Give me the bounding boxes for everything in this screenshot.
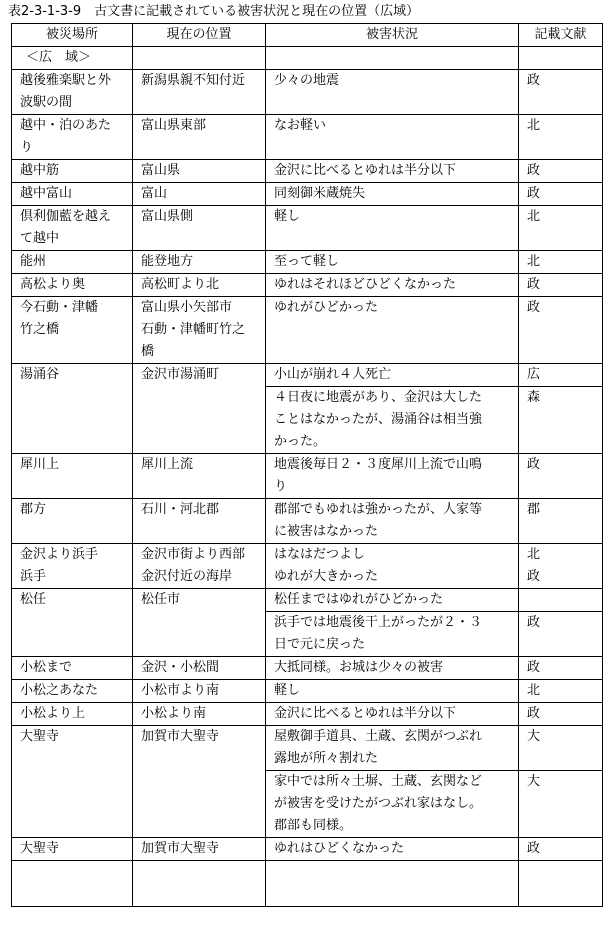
damage-cell-line: 郡部でもゆれは強かったが、人家等 (274, 502, 483, 517)
place-cell (12, 274, 133, 297)
source-cell-line: 大 (527, 774, 541, 789)
place-cell-line: 小松より上 (20, 706, 86, 721)
place-cell (12, 206, 133, 251)
place-cell (12, 680, 133, 703)
table-row (12, 297, 603, 364)
location-cell-line: 犀川上流 (141, 457, 194, 472)
damage-cell (266, 771, 519, 838)
place-cell-line: 犀川上 (20, 457, 60, 472)
header-row (12, 24, 603, 47)
location-cell-line: 小松市より南 (141, 683, 220, 698)
damage-table (11, 23, 603, 907)
damage-cell-line: なお軽い (274, 118, 327, 133)
source-cell (519, 183, 603, 206)
place-cell (12, 183, 133, 206)
place-cell (12, 499, 133, 544)
damage-cell (266, 454, 519, 499)
empty-cell (133, 861, 266, 907)
place-cell-line: 高松より奥 (20, 277, 86, 292)
damage-cell-line: はなはだつよし (274, 547, 366, 562)
table-row (12, 726, 603, 771)
source-cell (519, 544, 603, 589)
source-cell (519, 70, 603, 115)
location-cell (133, 160, 266, 183)
source-cell (519, 297, 603, 364)
place-cell (12, 251, 133, 274)
source-cell-line: 北 (527, 683, 541, 698)
location-cell-line: 富山県小矢部市 (141, 300, 233, 315)
section-row (12, 47, 603, 70)
place-cell-line: 越中筋 (20, 163, 60, 178)
header-source: 記載文献 (519, 24, 603, 47)
source-cell-line: 北 (527, 254, 541, 269)
location-cell (133, 251, 266, 274)
table-row (12, 589, 603, 612)
damage-cell (266, 657, 519, 680)
source-cell-line: 北 (527, 547, 541, 562)
location-cell (133, 454, 266, 499)
location-cell (133, 838, 266, 861)
damage-cell-line: ゆれがひどかった (274, 300, 379, 315)
source-cell-line: 郡 (527, 502, 541, 517)
location-cell-line: 小松より南 (141, 706, 207, 721)
damage-cell-line: 同刻御米蔵焼失 (274, 186, 366, 201)
section-empty-cell (519, 47, 603, 70)
damage-cell-line: 軽し (274, 209, 301, 224)
damage-cell (266, 160, 519, 183)
source-cell-line: 政 (527, 660, 541, 675)
damage-cell (266, 183, 519, 206)
damage-cell-line: かった。 (274, 434, 327, 449)
table-row (12, 703, 603, 726)
source-cell-line: 大 (527, 729, 541, 744)
location-cell (133, 274, 266, 297)
source-cell (519, 499, 603, 544)
source-cell (519, 680, 603, 703)
place-cell-line: 竹之橋 (20, 322, 60, 337)
location-cell (133, 70, 266, 115)
table-body (12, 47, 603, 907)
place-cell-line: 郡方 (20, 502, 47, 517)
damage-cell-line: 家中では所々土塀、土蔵、玄関など (274, 774, 483, 789)
source-cell-line: 政 (527, 73, 541, 88)
table-row (12, 544, 603, 589)
location-cell-line: 能登地方 (141, 254, 194, 269)
place-cell (12, 297, 133, 364)
damage-cell-line: ゆれはひどくなかった (274, 841, 405, 856)
location-cell (133, 544, 266, 589)
damage-cell-line: 軽し (274, 683, 301, 698)
source-cell-line: 政 (527, 706, 541, 721)
location-cell (133, 206, 266, 251)
header-location: 現在の位置 (133, 24, 266, 47)
place-cell (12, 838, 133, 861)
place-cell-line: 大聖寺 (20, 841, 60, 856)
header-damage: 被害状況 (266, 24, 519, 47)
damage-cell-line: 少々の地震 (274, 73, 340, 88)
place-cell-line: 湯涌谷 (20, 367, 60, 382)
location-cell-line: 新潟県親不知付近 (141, 73, 246, 88)
damage-cell-line: 至って軽し (274, 254, 340, 269)
source-cell-line: 北 (527, 209, 541, 224)
source-cell (519, 115, 603, 160)
damage-cell-line: に被害はなかった (274, 524, 379, 539)
section-empty-cell (133, 47, 266, 70)
place-cell (12, 544, 133, 589)
place-cell-line: 小松之あなた (20, 683, 99, 698)
place-cell (12, 454, 133, 499)
source-cell (519, 364, 603, 387)
table-row (12, 70, 603, 115)
damage-cell (266, 274, 519, 297)
place-cell (12, 657, 133, 680)
damage-cell (266, 703, 519, 726)
location-cell-line: 金沢市街より西部 (141, 547, 246, 562)
place-cell-line: 小松まで (20, 660, 73, 675)
source-cell-line: 政 (527, 163, 541, 178)
source-cell-line: 政 (527, 277, 541, 292)
section-label: ＜広 域＞ (12, 47, 133, 70)
source-cell-line: 北 (527, 118, 541, 133)
source-cell (519, 838, 603, 861)
place-cell (12, 726, 133, 838)
damage-cell (266, 544, 519, 589)
source-cell-line: 政 (527, 841, 541, 856)
source-cell (519, 589, 603, 612)
place-cell-line: 倶利伽藍を越え (20, 209, 112, 224)
empty-cell (519, 861, 603, 907)
damage-cell-line: 屋敷御手道具、土蔵、玄関がつぶれ (274, 729, 483, 744)
location-cell-line: 富山県側 (141, 209, 194, 224)
location-cell-line: 金沢付近の海岸 (141, 569, 233, 584)
place-cell (12, 703, 133, 726)
damage-cell-line: 露地が所々割れた (274, 751, 379, 766)
damage-cell (266, 364, 519, 387)
damage-cell-line: ゆれが大きかった (274, 569, 379, 584)
damage-cell (266, 251, 519, 274)
location-cell-line: 富山 (141, 186, 168, 201)
damage-cell-line: が被害を受けたがつぶれ家はなし。 (274, 796, 483, 811)
empty-cell (12, 861, 133, 907)
location-cell-line: 加賀市大聖寺 (141, 841, 220, 856)
location-cell (133, 364, 266, 454)
damage-cell-line: ことはなかったが、湯涌谷は相当強 (274, 412, 483, 427)
damage-cell (266, 70, 519, 115)
empty-cell (266, 861, 519, 907)
source-cell (519, 771, 603, 838)
location-cell (133, 183, 266, 206)
location-cell-line: 松任市 (141, 592, 181, 607)
location-cell (133, 680, 266, 703)
damage-cell (266, 726, 519, 771)
table-row (12, 206, 603, 251)
damage-cell (266, 206, 519, 251)
place-cell-line: 金沢より浜手 (20, 547, 99, 562)
damage-cell (266, 387, 519, 454)
table-row (12, 160, 603, 183)
damage-cell (266, 838, 519, 861)
location-cell-line: 加賀市大聖寺 (141, 729, 220, 744)
place-cell-line: 松任 (20, 592, 47, 607)
source-cell (519, 454, 603, 499)
empty-row (12, 861, 603, 907)
place-cell-line: 今石動・津幡 (20, 300, 99, 315)
source-cell-line: 政 (527, 186, 541, 201)
source-cell (519, 703, 603, 726)
place-cell (12, 115, 133, 160)
table-row (12, 680, 603, 703)
place-cell (12, 364, 133, 454)
location-cell-line: 石動・津幡町竹之 (141, 322, 246, 337)
source-cell (519, 612, 603, 657)
location-cell-line: 橋 (141, 344, 155, 359)
place-cell-line: 大聖寺 (20, 729, 60, 744)
damage-cell (266, 499, 519, 544)
damage-cell-line: 小山が崩れ４人死亡 (274, 367, 392, 382)
table-row (12, 364, 603, 387)
place-cell-line: 越中・泊のあた (20, 118, 112, 133)
location-cell (133, 657, 266, 680)
source-cell-line: 森 (527, 390, 541, 405)
table-caption: 表2-3-1-3-9 古文書に記載されている被害状況と現在の位置（広域） (8, 4, 420, 19)
place-cell-line: り (20, 140, 34, 155)
source-cell-line: 政 (527, 569, 541, 584)
damage-cell-line: 松任まではゆれがひどかった (274, 592, 444, 607)
table-row (12, 499, 603, 544)
source-cell (519, 251, 603, 274)
table-row (12, 183, 603, 206)
table-row (12, 274, 603, 297)
location-cell-line: 富山県 (141, 163, 181, 178)
location-cell-line: 高松町より北 (141, 277, 220, 292)
table-row (12, 838, 603, 861)
source-cell-line: 広 (527, 367, 541, 382)
source-cell (519, 657, 603, 680)
source-cell (519, 206, 603, 251)
location-cell-line: 金沢市湯涌町 (141, 367, 220, 382)
location-cell (133, 589, 266, 657)
table-row (12, 657, 603, 680)
damage-cell (266, 297, 519, 364)
place-cell-line: 越後雅楽駅と外 (20, 73, 112, 88)
place-cell-line: 浜手 (20, 569, 47, 584)
damage-cell-line: 日で元に戻った (274, 637, 366, 652)
location-cell (133, 499, 266, 544)
source-cell (519, 387, 603, 454)
source-cell (519, 726, 603, 771)
damage-cell (266, 115, 519, 160)
table-row (12, 251, 603, 274)
header-place: 被災場所 (12, 24, 133, 47)
source-cell-line: 政 (527, 457, 541, 472)
damage-cell-line: 地震後毎日２・３度犀川上流で山鳴 (274, 457, 483, 472)
location-cell (133, 115, 266, 160)
damage-cell-line: 浜手では地震後干上がったが２・３ (274, 615, 483, 630)
location-cell (133, 726, 266, 838)
damage-cell-line: ゆれはそれほどひどくなかった (274, 277, 457, 292)
table-row (12, 115, 603, 160)
source-cell-line: 政 (527, 300, 541, 315)
damage-cell-line: り (274, 479, 288, 494)
damage-cell-line: 金沢に比べるとゆれは半分以下 (274, 163, 457, 178)
place-cell-line: 波駅の間 (20, 95, 73, 110)
damage-cell-line: 金沢に比べるとゆれは半分以下 (274, 706, 457, 721)
table-row (12, 454, 603, 499)
place-cell-line: 能州 (20, 254, 47, 269)
source-cell (519, 160, 603, 183)
location-cell-line: 石川・河北郡 (141, 502, 220, 517)
place-cell (12, 160, 133, 183)
location-cell-line: 富山県東部 (141, 118, 207, 133)
location-cell (133, 297, 266, 364)
place-cell-line: て越中 (20, 231, 60, 246)
location-cell (133, 703, 266, 726)
damage-cell (266, 589, 519, 612)
location-cell-line: 金沢・小松間 (141, 660, 220, 675)
damage-cell-line: 郡部も同様。 (274, 818, 353, 833)
source-cell-line: 政 (527, 615, 541, 630)
place-cell-line: 越中富山 (20, 186, 73, 201)
place-cell (12, 70, 133, 115)
place-cell (12, 589, 133, 657)
section-empty-cell (266, 47, 519, 70)
damage-cell-line: ４日夜に地震があり、金沢は大した (274, 390, 483, 405)
source-cell (519, 274, 603, 297)
damage-cell-line: 大抵同様。お城は少々の被害 (274, 660, 444, 675)
damage-cell (266, 612, 519, 657)
damage-cell (266, 680, 519, 703)
